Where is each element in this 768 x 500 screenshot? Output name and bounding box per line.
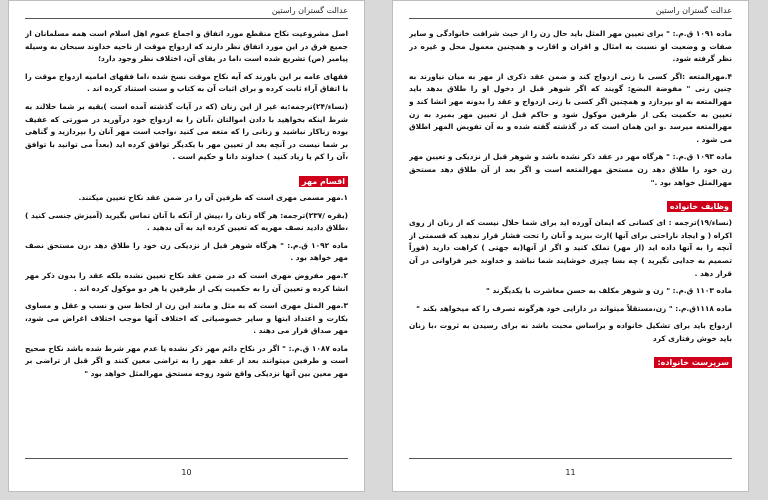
section-heading: اقسام مهر [299,176,348,187]
footer-rule [409,458,732,459]
page-body [409,28,732,447]
paragraph: ماده ۱۱۰۳ ق.م.: " زن و شوهر مکلف به حسن معاشرت با یکدیگرند " [486,286,732,296]
section-heading: سرپرست خانواده: [654,357,732,368]
paragraph: ماده ۱۰۹۳ ق.م.: " هرگاه مهر در عقد ذکر نشده باشد و شوهر قبل از نزدیکی و تعیین مهر زن خود را طلاق دهد زن مستحق مهرالمتعه است و اگر بعد از آن طلاق دهد مستحق مهرالمثل خواهد بود ." [409,152,732,187]
footer-rule [25,458,348,459]
document-page-left [8,0,365,492]
paragraph: اصل مشروعیت نکاح منقطع مورد اتفاق و اجماع عموم اهل اسلام است همه مسلمانان از جمیع فرق در این مورد اتفاق نظر دارند که ازدواج موقت از ناحیه خداوند سبحان به وسیله پیامبر (ص) تشریع شده است ،اما در بقای آن، اختلاف نظر وجود دارد؛ [25,29,348,64]
paragraph: ۴.مهرالمتعه :اگر کسی با زنی ازدواج کند و ضمن عقد ذکری از مهر به میان نیاورند به چنین زنی " مفوضة البضع: گویند که اگر شوهر قبل از دخول او را طلاق بدهد باید مهرالمتعه به او بپردازد و همچنین اگر کسی با زنی ازدواج و عقد را بدونه مهر انشا کند و تعیین به حکمیت یکی از طرفین موکول شود و حاکم قبل از تعیین مهر بمیرد به زن مهرالمتعه میرسد .و این همان است که در گذشته گفته شده و به آن تفویض المهر اطلاق می شود . [409,71,732,144]
page-number: 11 [565,468,576,477]
paragraph: ۲.مهر مفروض مهری است که در ضمن عقد نکاح تعیین نشده بلکه عقد را بدون ذکر مهر انشا کرده و تعیین آن را به حکمیت یکی از طرفین یا هر دو موکول کرده اند . [25,270,348,293]
paragraph: ماده ۱۰۹۱ ق.م.: " برای تعیین مهر المثل باید حال زن را از حیث شرافت خانوادگی و سایر صفات و وضعیت او نسبت به امثال و اقران و اقارب و همچنین معمول محل و غیره در نظر گرفته شود. [409,29,732,64]
section-heading-row [409,350,732,373]
page-body [25,28,348,447]
paragraph: ۳.مهر المثل مهری است که به مثل و مانند این زن از لحاظ سن و نسب و عقل و مساوی بکارت و اعتداد ابنها و سایر خصوصیاتی که اختلاف آنها موجب اختلاف اغراض می شود، مهر صداق قرار می دهند . [25,301,348,336]
paragraph: ازدواج باید برای تشکیل خانواده و براساس محبت باشد نه برای رسیدن به ثروت ،با زنان باید خوش رفتاری کرد [409,321,732,343]
paragraph: (نساء/۱۹)ترجمه : ای کسانی که ایمان آورده اید برای شما حلال نیست که از زنان از روی اکراه ( و ایجاد ناراحتی برای آنها )ارث ببرید و آنان را تحت فشار قرار ندهید که قسمتی از آنچه را به آنها داده اید (از مهر) تملک کنید و اگر از آنها(به جهتی ) کراهت دارید (فوراً تصمیم به جدایی نگیرید ) چه بسا چیزی خوشایند شما نباشد و خداوند خیر فراوانی در آن قرار دهد . [409,218,732,278]
header-rule [25,18,348,19]
section-heading-row [25,169,348,192]
section-heading-row [409,194,732,217]
paragraph: ماده ۱۰۹۲ ق.م.: " هرگاه شوهر قبل از نزدیکی زن خود را طلاق دهد ،زن مستحق نصف مهر خواهد بود . [25,240,348,263]
section-heading: وظایف خانواده [667,201,732,212]
running-header: عدالت گستران راستین [271,6,348,15]
document-page-right [392,0,749,492]
paragraph: (نساء/۲۴)ترجمه:به غیر از این زنان (که در آیات گذشته آمده است )بقیه بر شما حلالند به شرط اینکه بخواهید با دادن اموالتان ،آنان را به ازدواج خود درآورید در صورتی که عفیف بوده زناکار نباشید و زنانی را که متعه می کنید ،واجب است مهر آنان را بپردازید و گناهی بر شما نیست در آنچه بعد از تعیین مهر با یکدیگر توافق کرده اید (بعداً می توانید با توافق ،آن را کم یا زیاد کنید ) خداوند دانا و حکیم است . [25,101,348,162]
paragraph: (بقره /۲۳۷)ترجمه: هر گاه زنان را ،پیش از آنکه با آنان تماس بگیرید (آمیزش جنسی کنید ) ،طلاق دادید نصف مهریه که تعیین کرده اید به آن بدهید . [25,210,348,233]
paragraph: ۱.مهر مسمی مهری است که طرفین آن را در ضمن عقد نکاح تعیین میکنند. [78,192,348,202]
running-header: عدالت گستران راستین [655,6,732,15]
paragraph: ماده ۱۰۸۷ ق.م.: " اگر در نکاح دائم مهر ذکر نشده یا عدم مهر شرط شده باشد نکاح صحیح است و طرفین میتوانند بعد از عقد مهر را به تراضی معین کنند و اگر قبل از تراضی بر مهر معین بین آنها نزدیکی واقع شود زوجه مستحق مهرالمثل خواهد بود " [25,343,348,379]
page-number: 10 [181,468,192,477]
paragraph: ماده ۱۱۱۸ق.م.: " زن،مستقلاً میتواند در دارایی خود هرگونه تصرف را که میخواهد بکند " [416,303,732,313]
paragraph: فقهای عامه بر این باورند که آیه نکاح موقت نسخ شده ،اما فقهای امامیه ازدواج موقت را با اتفاق آراء ثابت کرده و برای اثبات آن به کتاب و سنت استناد کرده اند . [25,71,348,94]
header-rule [409,18,732,19]
